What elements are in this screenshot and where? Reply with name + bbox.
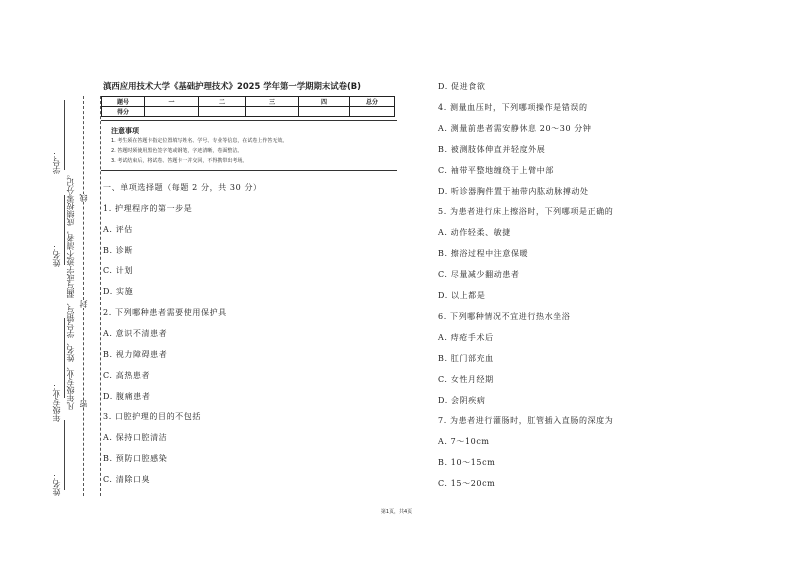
score-table-score-row [102, 107, 395, 117]
name-field[interactable] [64, 195, 65, 265]
seal-line-outer [83, 96, 84, 496]
seal-label-mi: 密 [79, 400, 88, 408]
question-line: 4. 测量血压时，下列哪项操作是错误的 [438, 102, 588, 112]
seal-label-xian: 线 [79, 194, 88, 202]
notice-title: 注意事项 [111, 127, 139, 135]
question-line: B. 视力障碍患者 [103, 349, 168, 359]
question-line: B. 诊断 [103, 245, 133, 255]
name-label: 姓名： [52, 243, 61, 267]
margin-warning: 凡年级专业、姓名、学号错写、漏写或字迹不清者，成绩按零分记。 [66, 170, 75, 410]
question-line: C. 袖带平整地缠绕于上臂中部 [438, 165, 554, 175]
question-line: C. 计划 [103, 266, 133, 276]
question-line: B. 预防口腔感染 [103, 454, 168, 464]
score-cell: 三 [246, 97, 299, 107]
student-id-label: 学号： [52, 150, 61, 174]
question-line: A. 7～10cm [438, 437, 490, 447]
notice-item: 1. 考生须在答题卡指定位置填写姓名、学号、专业等信息，在试卷上作答无效。 [111, 138, 288, 144]
question-line: B. 擦浴过程中注意保暖 [438, 249, 529, 259]
question-line: B. 10～15cm [438, 458, 496, 468]
exam-title: 滇西应用技术大学《基础护理技术》2025 学年第一学期期末试卷(B) [103, 81, 362, 91]
question-line: B. 肛门部充血 [438, 353, 494, 363]
question-line: 3. 口腔护理的目的不包括 [103, 412, 201, 422]
score-table [101, 96, 395, 117]
question-line: D. 会阴疾病 [438, 395, 486, 405]
question-line: C. 高热患者 [103, 370, 151, 380]
notice-item: 3. 考试结束后，将试卷、答题卡一并交回，不得携带出考场。 [111, 158, 248, 164]
notice-bottom-divider [101, 170, 397, 171]
question-line: D. 以上都是 [438, 291, 486, 300]
exam-name-label: 姓名： [52, 472, 61, 496]
notice-top-divider [101, 120, 397, 121]
major-label: 年级专业： [52, 382, 61, 422]
question-line: 2. 下列哪种患者需要使用保护具 [103, 308, 227, 318]
question-line: A. 意识不清患者 [103, 328, 168, 338]
question-line: D. 促进食欲 [438, 82, 486, 91]
question-line: D. 听诊器胸件置于袖带内肱动脉搏动处 [438, 186, 589, 196]
score-cell[interactable] [350, 107, 395, 117]
score-cell: 题号 [102, 97, 145, 107]
question-line: A. 测量前患者需安静休息 20～30 分钟 [438, 123, 592, 133]
score-cell[interactable] [246, 107, 299, 117]
question-line: A. 保持口腔清洁 [103, 433, 168, 443]
question-line: C. 清除口臭 [103, 474, 151, 484]
score-cell[interactable] [145, 107, 199, 117]
major-field[interactable] [64, 318, 65, 398]
score-cell: 一 [145, 97, 199, 107]
question-line: 5. 为患者进行床上擦浴时，下列哪项是正确的 [438, 207, 614, 217]
question-line: 一、单项选择题（每题 2 分，共 30 分） [103, 183, 262, 192]
question-line: B. 被测肢体伸直并轻度外展 [438, 144, 546, 154]
question-line: 1. 护理程序的第一步是 [103, 203, 193, 213]
exam-name-field[interactable] [64, 420, 65, 490]
question-line: C. 尽量减少翻动患者 [438, 270, 520, 280]
seal-line-inner [100, 96, 101, 496]
score-cell: 总分 [350, 97, 395, 107]
student-id-field[interactable] [64, 100, 65, 170]
score-cell: 四 [299, 97, 350, 107]
score-cell: 得分 [102, 107, 145, 117]
question-line: D. 实施 [103, 287, 134, 297]
page-footer: 第1页，共4页 [380, 509, 413, 515]
notice-item: 2. 答题时须使用黑色签字笔或钢笔，字迹清晰，卷面整洁。 [111, 148, 243, 154]
score-table-header-row [102, 97, 395, 107]
question-line: A. 评估 [103, 224, 133, 234]
question-line: 7. 为患者进行灌肠时，肛管插入直肠的深度为 [438, 416, 614, 426]
question-line: A. 痔疮手术后 [438, 332, 494, 342]
question-line: C. 女性月经期 [438, 374, 494, 384]
score-cell[interactable] [199, 107, 246, 117]
score-cell[interactable] [299, 107, 350, 117]
question-line: D. 腹痛患者 [103, 391, 151, 401]
question-line: A. 动作轻柔、敏捷 [438, 228, 511, 238]
score-cell: 二 [199, 97, 246, 107]
question-line: C. 15～20cm [438, 479, 496, 489]
question-line: 6. 下列哪种情况不宜进行热水坐浴 [438, 311, 571, 321]
seal-label-feng: 封 [79, 300, 88, 308]
